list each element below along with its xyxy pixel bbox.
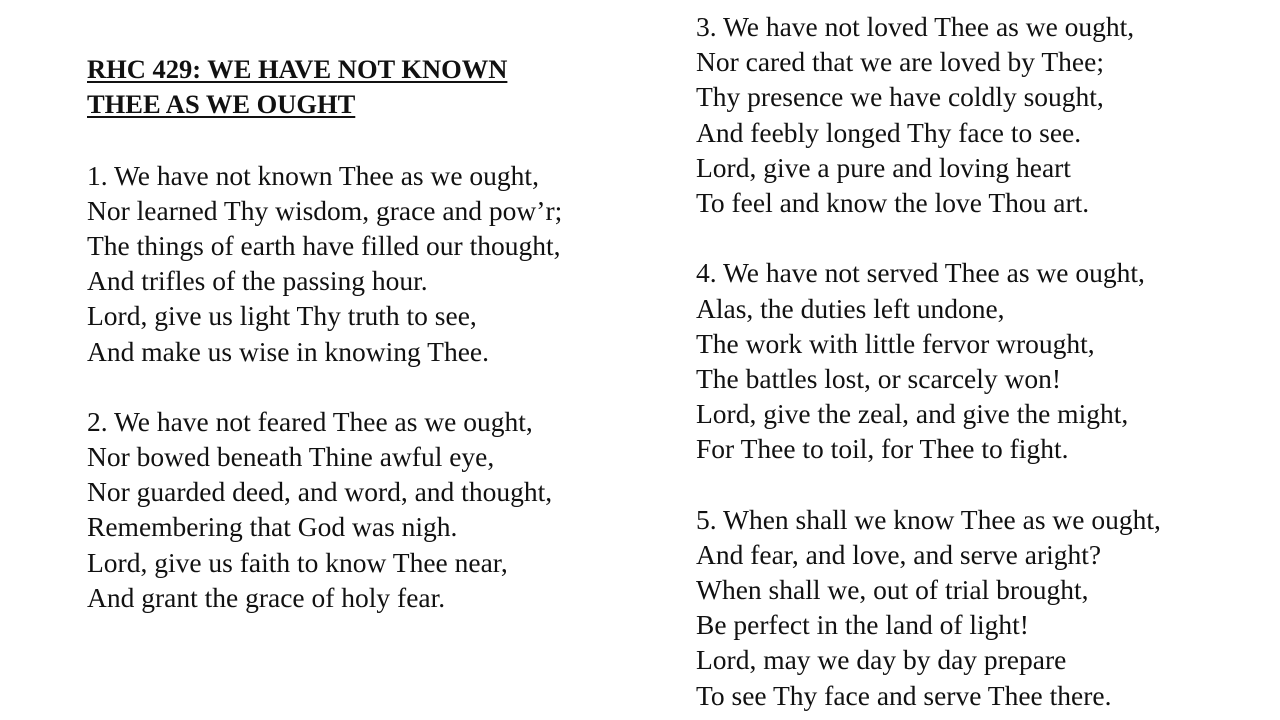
stanza-line: And trifles of the passing hour. xyxy=(87,265,428,297)
stanza-line: Lord, give a pure and loving heart xyxy=(696,151,1071,183)
stanza-line: Lord, give us light Thy truth to see, xyxy=(87,300,477,332)
stanza-line: And fear, and love, and serve aright? xyxy=(696,538,1102,570)
title-line: THEE AS WE OUGHT xyxy=(87,89,356,120)
left-column xyxy=(87,52,562,615)
stanza-line: The work with little fervor wrought, xyxy=(696,327,1095,359)
stanza xyxy=(696,502,1161,713)
stanza-line: 1. We have not known Thee as we ought, xyxy=(87,159,539,191)
stanza-line: Nor cared that we are loved by Thee; xyxy=(696,46,1104,78)
stanza-line: The battles lost, or scarcely won! xyxy=(696,362,1062,394)
stanza-line: Nor guarded deed, and word, and thought, xyxy=(87,476,553,508)
stanza xyxy=(696,9,1161,220)
stanza-line: Remembering that God was nigh. xyxy=(87,511,458,543)
stanza-line: Be perfect in the land of light! xyxy=(696,609,1029,641)
stanza-line: And grant the grace of holy fear. xyxy=(87,581,446,613)
stanza xyxy=(696,255,1161,466)
stanza-line: Lord, may we day by day prepare xyxy=(696,644,1067,676)
stanza-line: 2. We have not feared Thee as we ought, xyxy=(87,405,533,437)
stanza-line: When shall we, out of trial brought, xyxy=(696,574,1089,605)
stanza-line: To see Thy face and serve Thee there. xyxy=(696,679,1112,711)
stanza-line: Nor learned Thy wisdom, grace and pow’r; xyxy=(87,194,563,226)
stanza xyxy=(87,158,562,369)
stanza-line: For Thee to toil, for Thee to fight. xyxy=(696,433,1069,465)
right-column xyxy=(696,9,1161,713)
stanza-line: Nor bowed beneath Thine awful eye, xyxy=(87,441,495,473)
stanza-line: The things of earth have filled our thought, xyxy=(87,229,561,261)
title-line: RHC 429: WE HAVE NOT KNOWN xyxy=(87,54,508,84)
stanza-line: Thy presence we have coldly sought, xyxy=(696,81,1104,113)
stanza-line: And feebly longed Thy face to see. xyxy=(696,116,1082,148)
left-stanzas xyxy=(87,158,562,615)
stanza-line: To feel and know the love Thou art. xyxy=(696,186,1090,218)
stanza-line: Alas, the duties left undone, xyxy=(696,292,1005,324)
stanza-line: Lord, give the zeal, and give the might, xyxy=(696,398,1129,430)
stanza-line: 5. When shall we know Thee as we ought, xyxy=(696,503,1161,535)
stanza xyxy=(87,404,562,615)
stanza-line: 4. We have not served Thee as we ought, xyxy=(696,257,1145,289)
stanza-line: Lord, give us faith to know Thee near, xyxy=(87,546,508,578)
stanza-line: 3. We have not loved Thee as we ought, xyxy=(696,11,1135,42)
stanza-line: And make us wise in knowing Thee. xyxy=(87,335,489,367)
right-stanzas xyxy=(696,9,1161,713)
hymn-title xyxy=(87,52,562,122)
